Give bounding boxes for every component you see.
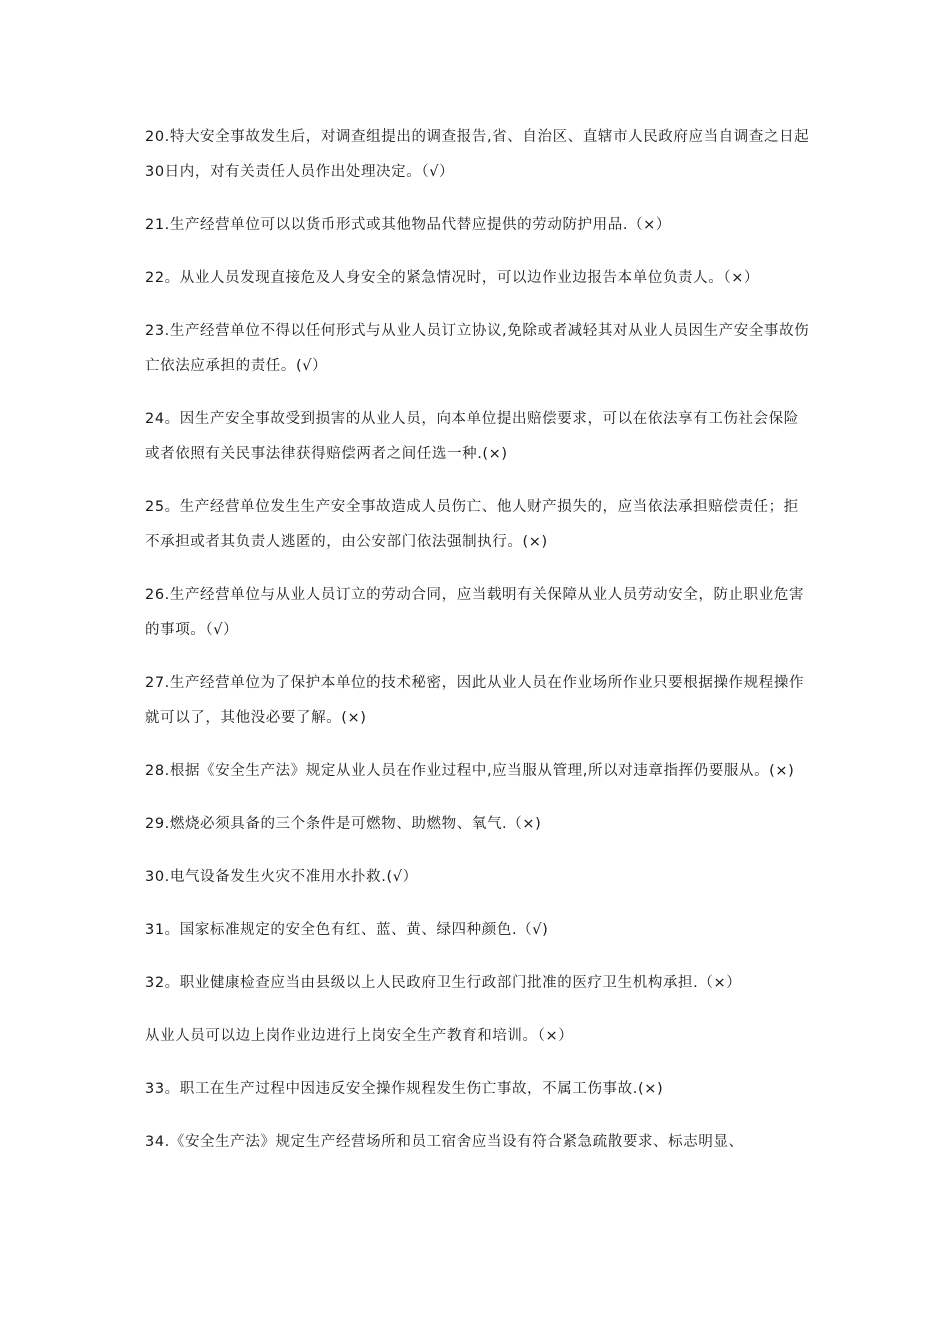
- paragraph-q28: 28.根据《安全生产法》规定从业人员在作业过程中,应当服从管理,所以对违章指挥仍要服从。(×): [145, 763, 795, 779]
- paragraph-q29: 29.燃烧必须具备的三个条件是可燃物、助燃物、氧气.（×): [145, 816, 542, 832]
- paragraph-q34: 34.《安全生产法》规定生产经营场所和员工宿舍应当设有符合紧急疏散要求、标志明显、: [145, 1134, 744, 1150]
- paragraph-q27: 27.生产经营单位为了保护本单位的技术秘密，因此从业人员在作业场所作业只要根据操作规程操作就可以了，其他没必要了解。(×): [145, 675, 805, 726]
- paragraph-q33: 33。职工在生产过程中因违反安全操作规程发生伤亡事故，不属工伤事故.(×): [145, 1081, 664, 1097]
- paragraph-q23: 23.生产经营单位不得以任何形式与从业人员订立协议,免除或者减轻其对从业人员因生产安全事故伤亡依法应承担的责任。(√）: [145, 323, 810, 374]
- paragraph-q20: 20.特大安全事故发生后，对调查组提出的调查报告,省、自治区、直辖市人民政府应当自调查之日起30日内，对有关责任人员作出处理决定。（√）: [145, 129, 810, 180]
- paragraph-q25: 25。生产经营单位发生生产安全事故造成人员伤亡、他人财产损失的，应当依法承担赔偿责任；拒不承担或者其负责人逃匿的，由公安部门依法强制执行。(×): [145, 499, 799, 550]
- paragraph-unnumbered: 从业人员可以边上岗作业边进行上岗安全生产教育和培训。（×）: [145, 1028, 574, 1044]
- document-body: [145, 120, 813, 1178]
- paragraph-q22: 22。从业人员发现直接危及人身安全的紧急情况时，可以边作业边报告本单位负责人。（×）: [145, 270, 760, 286]
- paragraph-q21: 21.生产经营单位可以以货币形式或其他物品代替应提供的劳动防护用品.（×）: [145, 217, 672, 233]
- paragraph-q26: 26.生产经营单位与从业人员订立的劳动合同，应当载明有关保障从业人员劳动安全，防止职业危害的事项。（√）: [145, 587, 805, 638]
- paragraph-q24: 24。因生产安全事故受到损害的从业人员，向本单位提出赔偿要求，可以在依法享有工伤社会保险或者依照有关民事法律获得赔偿两者之间任选一种.(×): [145, 411, 799, 462]
- paragraph-q32: 32。职业健康检查应当由县级以上人民政府卫生行政部门批准的医疗卫生机构承担.（×）: [145, 975, 742, 991]
- paragraph-q30: 30.电气设备发生火灾不准用水扑救.(√）: [145, 869, 418, 885]
- paragraph-q31: 31。国家标准规定的安全色有红、蓝、黄、绿四种颜色.（√): [145, 922, 549, 938]
